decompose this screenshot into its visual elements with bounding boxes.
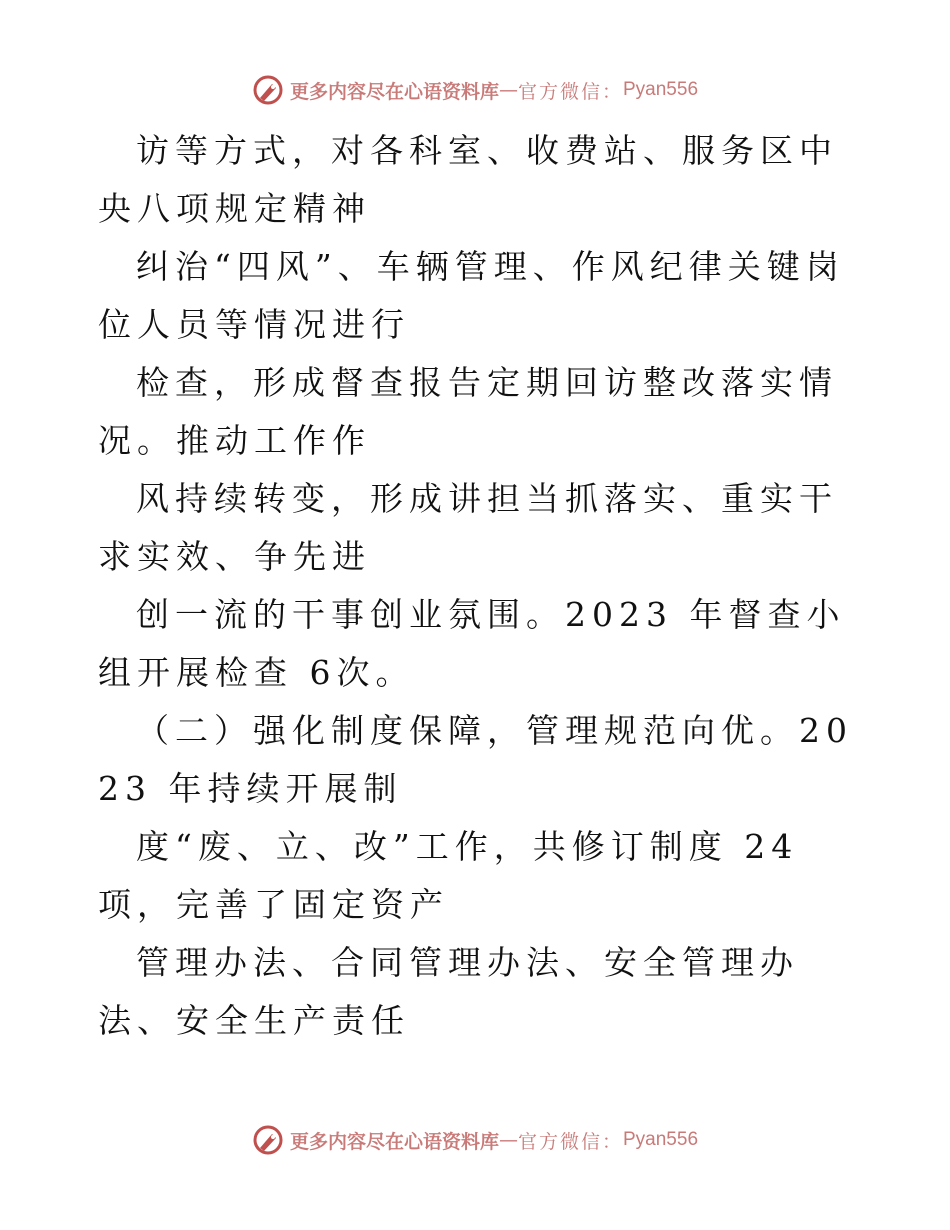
paragraph: 纠治“四风”、车辆管理、作风纪律关键岗位人员等情况进行 [98, 247, 845, 344]
pen-nib-logo-icon [252, 1124, 284, 1156]
paragraph: 访等方式，对各科室、收费站、服务区中央八项规定精神 [98, 131, 838, 228]
banner-separator: — [498, 1129, 518, 1151]
banner-wechat-label: 官方微信： [517, 1130, 623, 1153]
banner-title: 更多内容尽在心语资料库 [289, 80, 499, 103]
paragraph: 风持续转变，形成讲担当抓落实、重实干求实效、争先进 [98, 479, 838, 576]
banner-wechat-id: Pyan556 [623, 79, 699, 100]
pen-nib-logo-icon [252, 74, 284, 106]
paragraph: 度“废、立、改”工作，共修订制度 24 项，完善了固定资产 [98, 827, 799, 924]
paragraph: 检查，形成督查报告定期回访整改落实情况。推动工作作 [98, 363, 838, 460]
paragraph: 创一流的干事创业氛围。2023 年督查小组开展检查 6次。 [98, 595, 846, 692]
paragraph: 管理办法、合同管理办法、安全管理办法、安全生产责任 [98, 943, 799, 1040]
banner-wechat-id: Pyan556 [623, 1129, 699, 1150]
banner-title: 更多内容尽在心语资料库 [289, 1130, 499, 1153]
footer-banner [0, 1120, 950, 1160]
header-banner [0, 70, 950, 110]
banner-wechat-label: 官方微信： [517, 80, 623, 103]
document-body [98, 122, 858, 1050]
banner-separator: — [498, 79, 518, 101]
paragraph: （二）强化制度保障，管理规范向优。2023 年持续开展制 [98, 711, 853, 808]
